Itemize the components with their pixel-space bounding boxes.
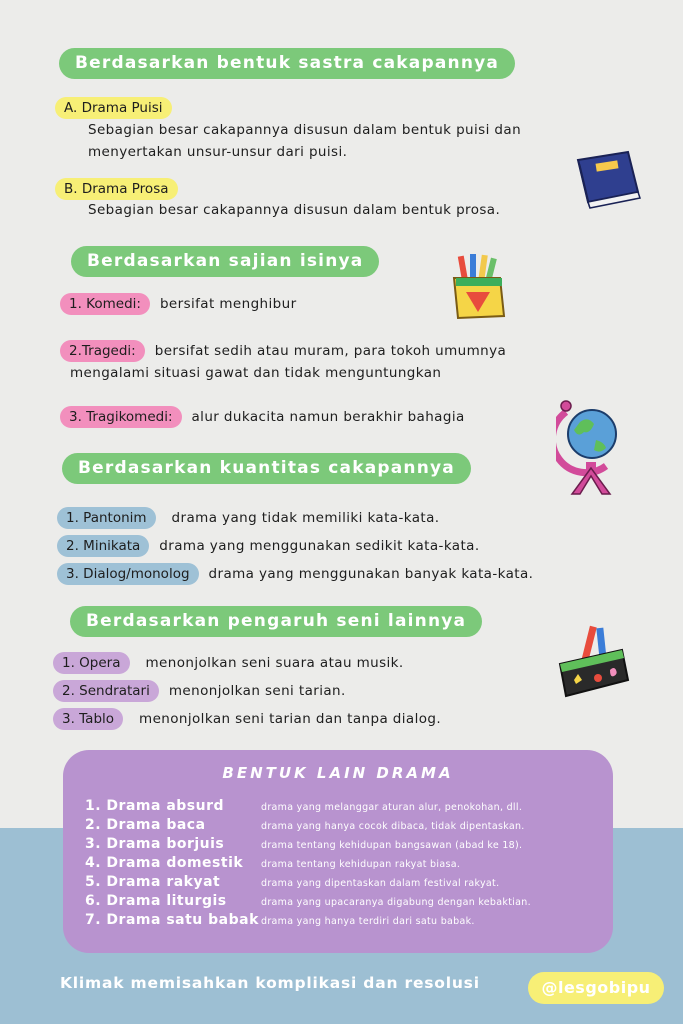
section1-heading: Berdasarkan bentuk sastra cakapannya (59, 48, 515, 79)
item-desc: menonjolkan seni tarian dan tanpa dialog. (139, 711, 442, 727)
section1-item-1-desc (88, 119, 521, 163)
item-label: 2. Minikata (57, 535, 149, 557)
bentuk-lain-desc: drama yang hanya terdiri dari satu babak. (261, 916, 475, 927)
bentuk-lain-name: 4. Drama domestik (85, 855, 244, 871)
item-label: A. Drama Puisi (55, 97, 172, 119)
section4-item-1 (53, 652, 404, 674)
bentuk-lain-item (85, 798, 522, 814)
section3-item-1 (57, 507, 439, 529)
item-label: B. Drama Prosa (55, 178, 178, 200)
bentuk-lain-name: 1. Drama absurd (85, 798, 225, 814)
item-desc: drama yang menggunakan sedikit kata-kata. (159, 538, 480, 554)
item-label: 1. Opera (53, 652, 130, 674)
crayon-box-icon (446, 252, 510, 322)
desc-line: Sebagian besar cakapannya disusun dalam bentuk puisi dan (88, 122, 522, 138)
item-desc: bersifat sedih atau muram, para tokoh umumnya (154, 343, 507, 359)
bentuk-lain-item (85, 836, 522, 852)
item-label: 2.Tragedi: (60, 340, 145, 362)
desc-line: menyertakan unsur-unsur dari puisi. (88, 144, 348, 160)
section2-item-1 (60, 293, 297, 315)
bentuk-lain-name: 3. Drama borjuis (85, 836, 225, 852)
item-label: 1. Komedi: (60, 293, 150, 315)
section1-item-2-desc: Sebagian besar cakapannya disusun dalam bentuk prosa. (88, 202, 501, 218)
bentuk-lain-desc: drama yang hanya cocok dibaca, tidak dipentaskan. (261, 821, 525, 832)
book-icon (570, 148, 642, 210)
bentuk-lain-desc: drama yang melanggar aturan alur, penokohan, dll. (261, 802, 523, 813)
item-desc: menonjolkan seni tarian. (168, 683, 346, 699)
bentuk-lain-item (85, 912, 475, 928)
item-label: 3. Tragikomedi: (60, 406, 182, 428)
section4-item-2 (53, 680, 346, 702)
handle-badge[interactable]: @lesgobipu (528, 972, 664, 1004)
bentuk-lain-desc: drama tentang kehidupan bangsawan (abad ke 18). (261, 840, 523, 851)
item-label: 3. Tablo (53, 708, 123, 730)
bentuk-lain-desc: drama yang dipentaskan dalam festival rakyat. (261, 878, 500, 889)
section3-item-2 (57, 535, 480, 557)
item-desc: drama yang menggunakan banyak kata-kata. (208, 566, 534, 582)
section2-item-3 (60, 406, 465, 428)
bentuk-lain-name: 6. Drama liturgis (85, 893, 227, 909)
pencil-case-icon (556, 622, 632, 706)
section1-item-2 (55, 178, 178, 200)
item-label: 2. Sendratari (53, 680, 159, 702)
item-desc: bersifat menghibur (159, 296, 297, 312)
bentuk-lain-item (85, 893, 531, 909)
bentuk-lain-desc: drama yang upacaranya digabung dengan kebaktian. (261, 897, 531, 908)
item-label: 1. Pantonim (57, 507, 156, 529)
item-label: 3. Dialog/monolog (57, 563, 199, 585)
section3-item-3 (57, 563, 533, 585)
globe-icon (556, 394, 628, 496)
footer-text: Klimak memisahkan komplikasi dan resolusi (60, 974, 480, 992)
section2-heading: Berdasarkan sajian isinya (71, 246, 379, 277)
section4-heading: Berdasarkan pengaruh seni lainnya (70, 606, 482, 637)
bentuk-lain-item (85, 855, 460, 871)
item-desc: menonjolkan seni suara atau musik. (145, 655, 404, 671)
section3-heading: Berdasarkan kuantitas cakapannya (62, 453, 471, 484)
bentuk-lain-item (85, 817, 525, 833)
bentuk-lain-item (85, 874, 499, 890)
item-desc: drama yang tidak memiliki kata-kata. (171, 510, 440, 526)
bentuk-lain-name: 2. Drama baca (85, 817, 206, 833)
item-desc: alur dukacita namun berakhir bahagia (191, 409, 465, 425)
bentuk-lain-name: 7. Drama satu babak (85, 912, 259, 928)
bentuk-lain-box (63, 750, 613, 953)
bentuk-lain-desc: drama tentang kehidupan rakyat biasa. (261, 859, 461, 870)
section2-item-2 (60, 340, 506, 362)
bentuk-lain-name: 5. Drama rakyat (85, 874, 221, 890)
section1-item-1 (55, 97, 172, 119)
bentuk-lain-title: BENTUK LAIN DRAMA (222, 764, 454, 782)
section2-item-2-desc-line2: mengalami situasi gawat dan tidak menguntungkan (70, 365, 442, 381)
section4-item-3 (53, 708, 441, 730)
